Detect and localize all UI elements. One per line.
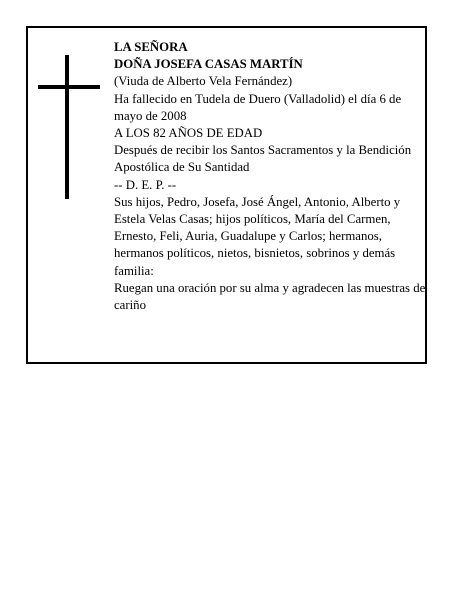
notice-text xyxy=(114,39,426,314)
family-line: Sus hijos, Pedro, Josefa, José Ángel, Antonio, Alberto y Estela Velas Casas; hijos políticos, María del Carmen, Ernesto, Feli, Auria, Guadalupe y Carlos; hermanos, hermanos políticos, nietos, bisnietos, sobrinos y demás familia: xyxy=(114,194,401,278)
notice-title: LA SEÑORA xyxy=(114,40,188,54)
prayer-line: Ruegan una oración por su alma y agradecen las muestras de cariño xyxy=(114,280,426,313)
deceased-name: DOÑA JOSEFA CASAS MARTÍN xyxy=(114,57,303,72)
obituary-notice xyxy=(26,26,427,364)
widow-line: (Viuda de Alberto Vela Fernández) xyxy=(114,74,293,89)
cross-icon xyxy=(38,55,100,199)
death-line: Ha fallecido en Tudela de Duero (Valladolid) el día 6 de mayo de 2008 xyxy=(114,91,402,123)
sacraments-line: Después de recibir los Santos Sacramentos y la Bendición Apostólica de Su Santidad xyxy=(114,143,412,175)
cross-horizontal-bar xyxy=(38,85,100,89)
cross-vertical-bar xyxy=(65,55,69,199)
age-line: A LOS 82 AÑOS DE EDAD xyxy=(114,126,263,141)
rip-line: -- D. E. P. -- xyxy=(114,177,177,192)
